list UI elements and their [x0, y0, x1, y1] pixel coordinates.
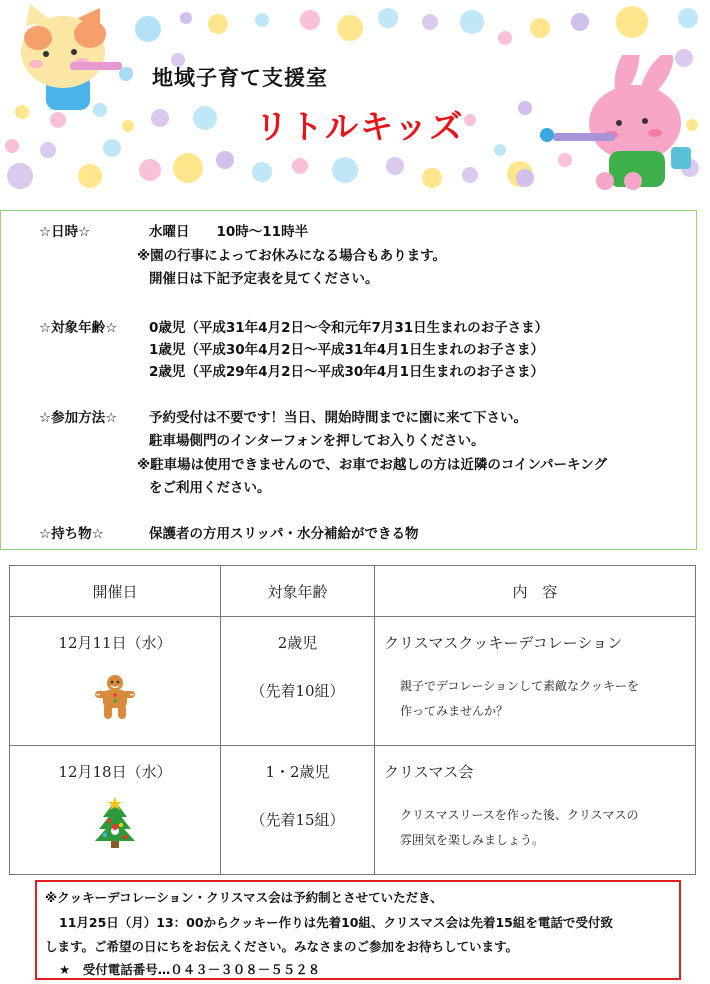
datetime-label: ☆日時☆	[39, 224, 91, 240]
phone-label: ★ 受付電話番号…	[59, 962, 171, 977]
age-item: 1歳児（平成30年4月2日～平成31年4月1日生まれのお子さま）	[149, 342, 545, 358]
phone-number: ０４３－３０８－５５２８	[170, 962, 321, 977]
age-item: 0歳児（平成31年4月2日～令和元年7月31日生まれのお子さま）	[149, 320, 549, 336]
info-box	[0, 210, 697, 550]
cat-character-icon	[8, 4, 148, 114]
notice-line: します。ご希望の日にちをお伝えください。みなさまのご参加をお待ちしています。	[45, 939, 519, 954]
datetime-note: ※園の行事によってお休みになる場合もあります。	[137, 248, 447, 264]
rabbit-character-icon	[535, 55, 705, 195]
header-age: 対象年齢	[221, 566, 375, 617]
event-date: 12月18日（水）	[58, 763, 172, 781]
header-content: 内 容	[375, 566, 696, 617]
notice-line: 11月25日（月）13：00からクッキー作りは先着10組、クリスマス会は先着15組を電話で受付致	[59, 915, 613, 930]
schedule-table	[9, 565, 696, 875]
event-description	[400, 674, 690, 724]
age-label: ☆対象年齢☆	[39, 320, 118, 336]
event-description-line: クリスマスリースを作った後、クリスマスの	[400, 808, 639, 822]
notice-line: ※クッキーデコレーション・クリスマス会は予約制とさせていただき、	[45, 890, 443, 905]
table-row	[10, 746, 696, 875]
table-row	[10, 617, 696, 746]
datetime-note: 開催日は下記予定表を見てください。	[149, 271, 379, 287]
event-limit: （先着10組）	[250, 682, 345, 700]
reservation-notice	[35, 880, 681, 980]
event-description	[400, 803, 690, 853]
header-date: 開催日	[10, 566, 221, 617]
datetime-value: 水曜日 10時～11時半	[149, 224, 309, 240]
method-label: ☆参加方法☆	[39, 410, 118, 426]
program-title: リトルキッズ	[255, 107, 465, 146]
event-title: クリスマス会	[384, 763, 474, 781]
christmas-tree-icon	[93, 797, 137, 849]
event-description-line: 親子でデコレーションして素敵なクッキーを	[400, 679, 640, 693]
org-title: 地域子育て支援室	[152, 66, 328, 90]
event-title: クリスマスクッキーデコレーション	[384, 634, 623, 652]
method-text: 駐車場側門のインターフォンを押してお入りください。	[149, 433, 485, 449]
event-age: 2歳児	[277, 634, 318, 652]
event-description-line: 作ってみませんか？	[400, 704, 509, 718]
header-banner	[0, 0, 710, 205]
items-label: ☆持ち物☆	[39, 526, 104, 542]
items-value: 保護者の方用スリッパ・水分補給ができる物	[149, 526, 419, 542]
age-item: 2歳児（平成29年4月2日～平成30年4月1日生まれのお子さま）	[149, 364, 545, 380]
event-limit: （先着15組）	[250, 811, 345, 829]
method-text: 予約受付は不要です！当日、開始時間までに園に来て下さい。	[149, 410, 527, 426]
phone-line	[59, 960, 320, 978]
table-header-row	[10, 566, 696, 617]
event-age: 1・2歳児	[265, 763, 330, 781]
method-text: ※駐車場は使用できませんので、お車でお越しの方は近隣のコインパーキング	[137, 457, 608, 473]
event-description-line: 雰囲気を楽しみましょう。	[400, 833, 545, 847]
gingerbread-icon	[95, 674, 135, 720]
event-date: 12月11日（水）	[58, 634, 172, 652]
method-text: をご利用ください。	[149, 480, 271, 496]
